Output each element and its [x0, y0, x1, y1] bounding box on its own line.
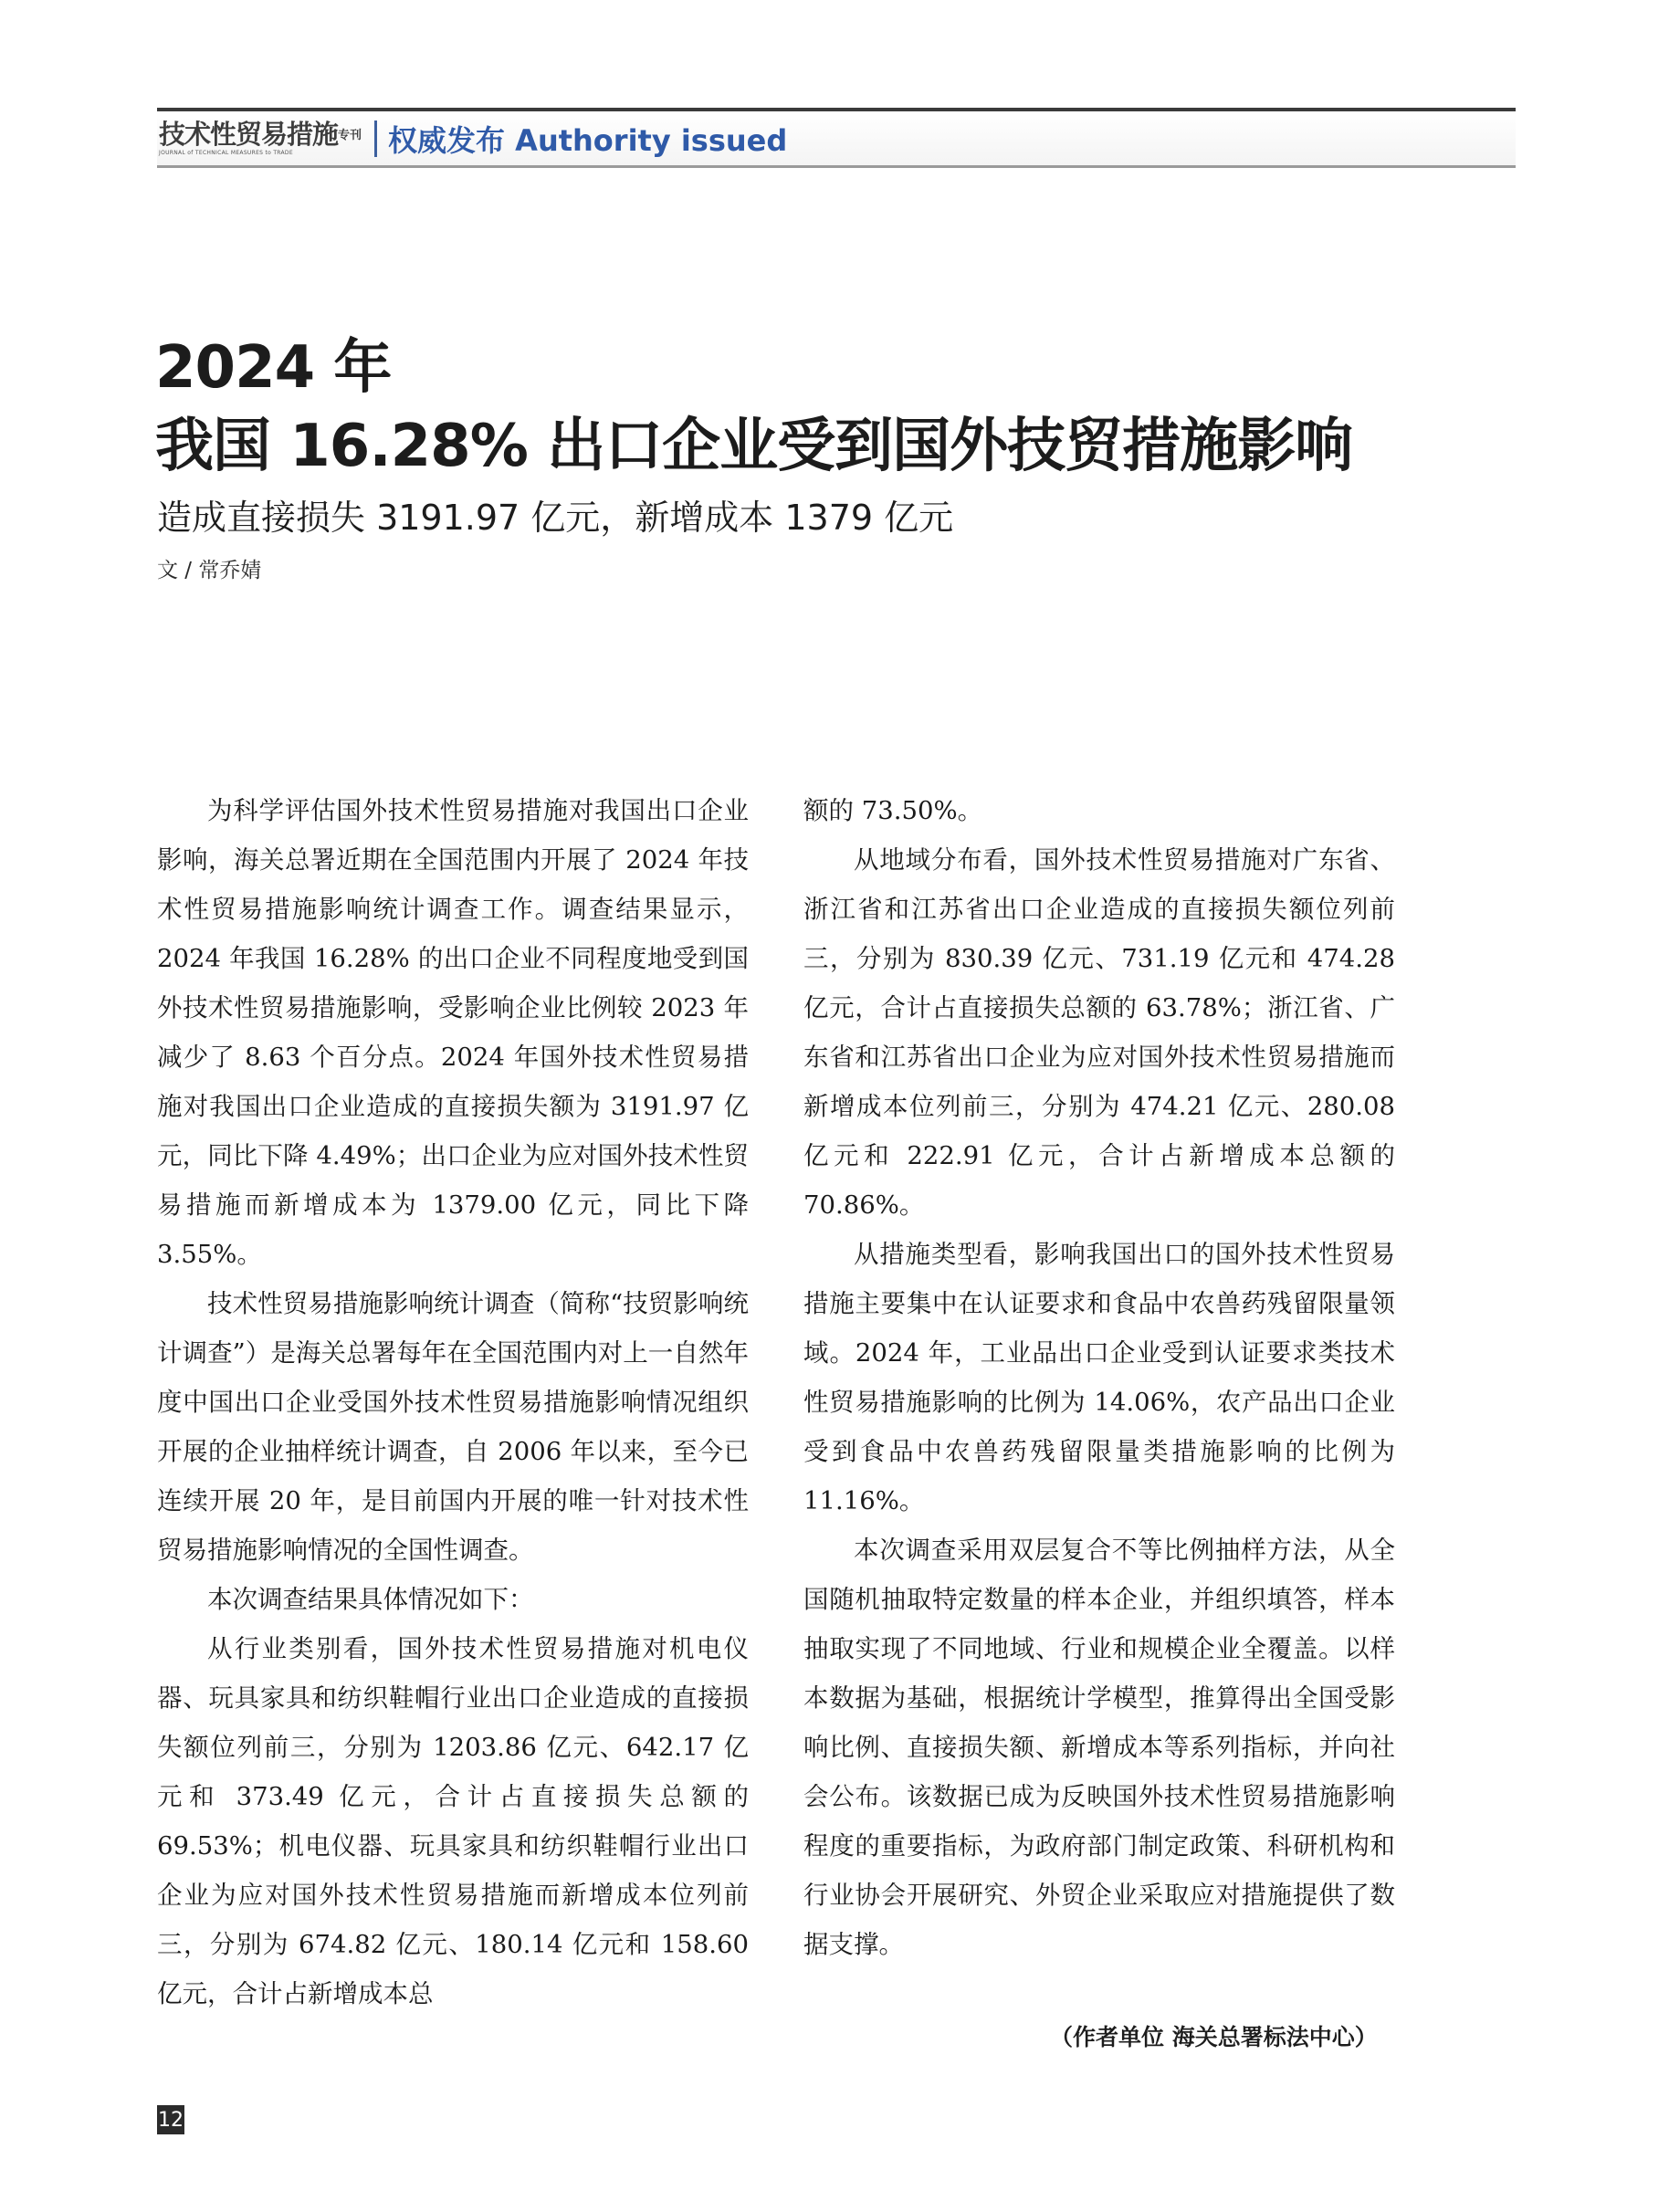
section-label: 权威发布 Authority issued — [388, 122, 788, 158]
paragraph: 从地域分布看，国外技术性贸易措施对广东省、浙江省和江苏省出口企业造成的直接损失额位列前三，分别为 830.39 亿元、731.19 亿元和 474.28 亿元，合计占直接损失总额的 63.78%；浙江省、广东省和江苏省出口企业为应对国外技术性贸易措施而新增成本位列前三，分别为 474.21 亿元、280.08 亿元和 222.91 亿元，合计占新增成本总额的 70.86%。 — [803, 845, 1395, 1220]
logo-subtitle: JOURNAL of TECHNICAL MEASURES to TRADE — [159, 149, 293, 156]
right-column — [803, 786, 1395, 1969]
article-title — [155, 329, 1352, 486]
logo-title: 技术性贸易措施 — [159, 118, 339, 150]
paragraph: 从措施类型看，影响我国出口的国外技术性贸易措施主要集中在认证要求和食品中农兽药残留限量领域。2024 年，工业品出口企业受到认证要求类技术性贸易措施影响的比例为 14.06%，农产品出口企业受到食品中农兽药残留限量类措施影响的比例为 11.16%。 — [803, 1240, 1395, 1515]
author-affiliation: （作者单位 海关总署标法中心） — [1050, 2024, 1378, 2050]
journal-logo — [157, 118, 362, 157]
paragraph: 本次调查采用双层复合不等比例抽样方法，从全国随机抽取特定数量的样本企业，并组织填答，样本抽取实现了不同地域、行业和规模企业全覆盖。以样本数据为基础，根据统计学模型，推算得出全国受影响比例、直接损失额、新增成本等系列指标，并向社会公布。该数据已成为反映国外技术性贸易措施影响程度的重要指标，为政府部门制定政策、科研机构和行业协会开展研究、外贸企业采取应对措施提供了数据支撑。 — [803, 1536, 1395, 1959]
paragraph: 从行业类别看，国外技术性贸易措施对机电仪器、玩具家具和纺织鞋帽行业出口企业造成的直接损失额位列前三，分别为 1203.86 亿元、642.17 亿元和 373.49 亿元，合计占直接损失总额的 69.53%；机电仪器、玩具家具和纺织鞋帽行业出口企业为应对国外技术性贸易措施而新增成本位列前三，分别为 674.82 亿元、180.14 亿元和 158.60 亿元，合计占新增成本总 — [157, 1634, 749, 2008]
paragraph: 为科学评估国外技术性贸易措施对我国出口企业影响，海关总署近期在全国范围内开展了 2024 年技术性贸易措施影响统计调查工作。调查结果显示，2024 年我国 16.28% 的出口企业不同程度地受到国外技术性贸易措施影响，受影响企业比例较 2023 年减少了 8.63 个百分点。2024 年国外技术性贸易措施对我国出口企业造成的直接损失额为 3191.97 亿元，同比下降 4.49%；出口企业为应对国外技术性贸易措施而新增成本为 1379.00 亿元，同比下降 3.55%。 — [157, 796, 749, 1269]
paragraph: 本次调查结果具体情况如下： — [207, 1585, 534, 1614]
title-line-1: 2024 年 — [155, 334, 392, 402]
paragraph-continuation: 额的 73.50%。 — [803, 796, 983, 825]
left-column — [157, 786, 749, 2018]
byline: 文 / 常乔婧 — [157, 559, 262, 582]
article-subtitle: 造成直接损失 3191.97 亿元，新增成本 1379 亿元 — [157, 498, 954, 538]
paragraph: 技术性贸易措施影响统计调查（简称“技贸影响统计调查”）是海关总署每年在全国范围内对上一自然年度中国出口企业受国外技术性贸易措施影响情况组织开展的企业抽样统计调查，自 2006 年以来，至今已连续开展 20 年，是目前国内开展的唯一针对技术性贸易措施影响情况的全国性调查。 — [157, 1289, 749, 1565]
header-divider — [374, 121, 377, 157]
journal-header — [157, 108, 1516, 168]
page-number: 12 — [157, 2105, 184, 2134]
logo-small-label: 专刊 — [338, 128, 362, 142]
title-line-2: 我国 16.28% 出口企业受到国外技贸措施影响 — [155, 413, 1353, 480]
